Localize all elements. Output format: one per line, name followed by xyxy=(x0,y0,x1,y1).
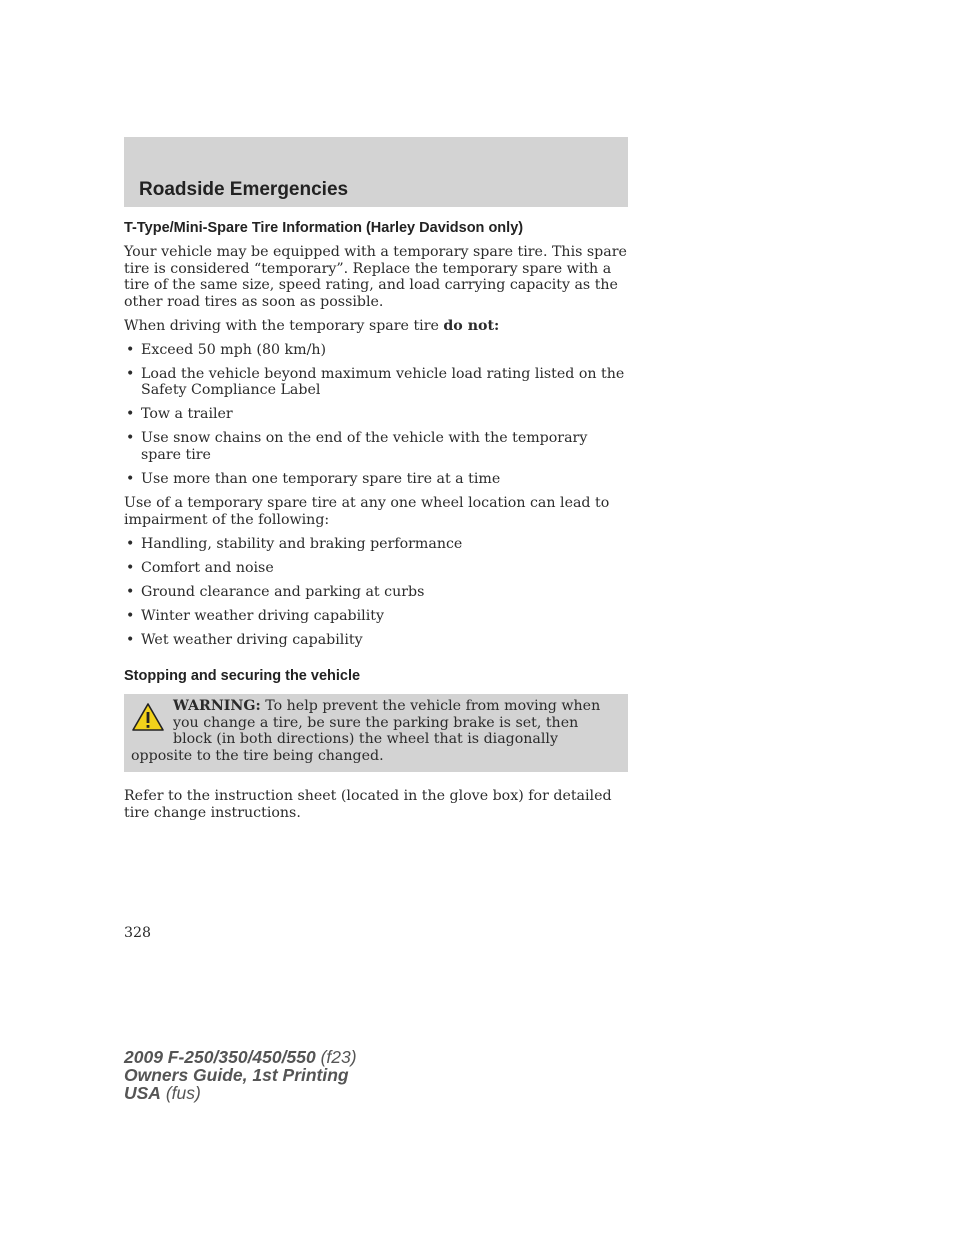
instruction-paragraph: Refer to the instruction sheet (located in the glove box) for detailed tire change instructions. xyxy=(124,788,612,821)
footer-line-2 xyxy=(124,1066,357,1084)
warning-text-block xyxy=(131,698,620,764)
footer-line-1 xyxy=(124,1048,357,1066)
impairment-lead: Use of a temporary spare tire at any one wheel location can lead to impairment of the following: xyxy=(124,495,610,528)
do-not-text: do not: xyxy=(443,318,500,335)
list-item: • Use snow chains on the end of the vehicle with the temporary spare tire xyxy=(124,430,628,463)
tire-info-heading: T-Type/Mini-Spare Tire Information (Harley Davidson only) xyxy=(124,220,524,236)
footer-model: 2009 F-250/350/450/550 xyxy=(124,1047,316,1067)
warning-box xyxy=(124,694,628,772)
footer-model-code: (f23) xyxy=(315,1047,357,1067)
footer-line-3 xyxy=(124,1084,357,1102)
warning-label: WARNING: xyxy=(173,698,261,715)
list-item: • Handling, stability and braking performance xyxy=(124,536,628,552)
list-item: • Use more than one temporary spare tire at a time xyxy=(124,471,628,487)
list-item: • Tow a trailer xyxy=(124,406,628,422)
spare-tire-intro: Your vehicle may be equipped with a temporary spare tire. This spare tire is considered “temporary”. Replace the temporary spare with a tire of the same size, speed rating, and load carrying capacity as the other road tires as soon as possible. xyxy=(124,244,627,310)
section-header-band xyxy=(124,137,628,207)
page-content xyxy=(124,220,628,821)
footer-market-code: (fus) xyxy=(160,1083,201,1103)
impairment-list xyxy=(124,536,628,648)
list-item: • Ground clearance and parking at curbs xyxy=(124,584,628,600)
footer-market: USA xyxy=(124,1083,161,1103)
list-item: • Load the vehicle beyond maximum vehicle load rating listed on the Safety Compliance Label xyxy=(124,366,628,399)
stopping-heading: Stopping and securing the vehicle xyxy=(124,668,361,685)
list-item: • Winter weather driving capability xyxy=(124,608,628,624)
section-title: Roadside Emergencies xyxy=(139,179,349,200)
driving-lead-paragraph xyxy=(124,318,628,334)
driving-lead-text: When driving with the temporary spare tire xyxy=(124,318,444,335)
list-item: • Comfort and noise xyxy=(124,560,628,576)
do-not-list xyxy=(124,342,628,487)
list-item: • Wet weather driving capability xyxy=(124,632,628,648)
page-number: 328 xyxy=(124,925,152,941)
warning-triangle-icon xyxy=(131,702,165,732)
footer-info xyxy=(124,1048,357,1102)
warning-text: To help prevent the vehicle from moving when you change a tire, be sure the parking brake is set, then block (in both directions) the wheel that is diagonally opposite to the tire being changed. xyxy=(131,698,601,764)
footer-guide: Owners Guide, 1st Printing xyxy=(124,1065,349,1085)
list-item: • Exceed 50 mph (80 km/h) xyxy=(124,342,628,358)
